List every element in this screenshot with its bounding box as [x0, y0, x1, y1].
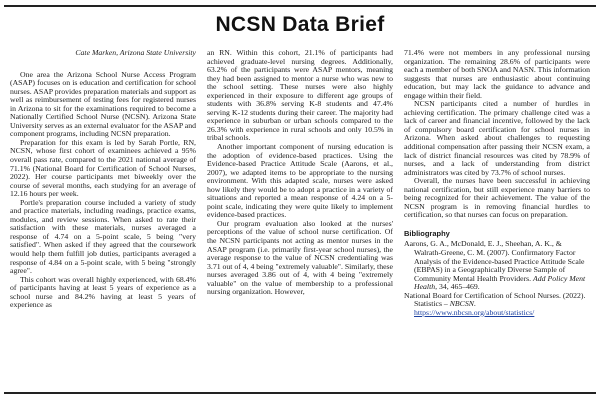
- reference-item: [404, 240, 590, 291]
- paragraph: Overall, the nurses have been successful in achieving national certification, but still experience many barriers to being recognized for their achievement. The value of the NCSN program is in removing financial hurdles to certification, so that nurses can focus on preparation.: [404, 176, 590, 220]
- paragraph: NCSN participants cited a number of hurdles in achieving certification. The primary challenge cited was a lack of career and financial incentive, followed by the lack of compulsory board certification for school nurses in Arizona. When asked about challenges to requesting additional compensation after passing their NCSN exam, a lack of district financial resources was cited by 78.9% of nurses, and a lack of understanding from district administrators was cited by 73.7% of school nurses.: [404, 99, 590, 177]
- author-byline: Cate Marken, Arizona State University: [75, 48, 196, 57]
- paragraph: Portle's preparation course included a variety of study and practice materials, including readings, practice exams, modules, and review sessions. When asked to rate their satisfaction with these materials, nurses averaged a response of 4.74 on a 5-point scale, 5 being "very satisfied". When asked if they agreed that the coursework would help them fulfill job duties, participants averaged a response of 4.84 on a 5-point scale, with 5 being "strongly agree".: [10, 197, 196, 276]
- reference-journal: Add Policy Ment Health: [414, 273, 586, 292]
- paragraph: One area the Arizona School Nurse Access Program (ASAP) focuses on is education and certification for school nurses. ASAP provides preparation materials and support as well as reimbursement of testing fees for registered nurses in Arizona to sit for the examinations required to become a Nationally Certified School Nurse (NCSN). Arizona State University serves as an external evaluator for the ASAP and component programs, including NCSN preparation.: [10, 69, 196, 139]
- reference-item: National Board for Certification of School Nurses. (2022). Statistics – NBCSN. https://www.nbcsn.org/about/statistics/: [404, 290, 586, 317]
- column-3: [404, 49, 590, 317]
- paragraph: Another important component of nursing education is the adoption of evidence-based practices. Using the Evidence-based Practice Attitude Scale (Aarons, et al., 2007), we adapted items to be appropriate to the nursing environment. With this adapted scale, nurses were asked how likely they would be to adopt a practice in a variety of situations and reported a mean response of 4.24 on a 5-point scale, indicating they were quite likely to implement evidence-based practices.: [207, 142, 393, 220]
- paragraph: 71.4% were not members in any professional nursing organization. The remaining 28.6% of participants were each a member of both SNOA and NASN. This information suggests that nurses are enthusiastic about continuing education, but may lack the guidance to advance and engage within their field.: [404, 48, 590, 100]
- reference-italic: NBCSN: [449, 299, 474, 309]
- reference-link[interactable]: https://www.nbcsn.org/about/statistics/: [414, 307, 535, 317]
- paragraph: This cohort was overall highly experienced, with 68.4% of participants having at least 5 years of experience as a school nurse and 84.2% having at least 5 years of experience as: [10, 274, 196, 310]
- reference-tail: , 34, 465–469.: [435, 282, 480, 292]
- bottom-rule: [4, 392, 596, 394]
- top-rule: [4, 5, 596, 7]
- bibliography-title: Bibliography: [404, 228, 450, 238]
- column-1: [10, 49, 196, 310]
- paragraph: Preparation for this exam is led by Sarah Portle, RN, NCSN, whose first cohort of examinees achieved a 95% overall pass rate, compared to the 2021 national average of 71.1% (National Board for Certification of School Nurses, 2022). Her course participants met biweekly over the course of several months, each studying for an average of 12.16 hours per week.: [10, 137, 196, 199]
- page-title: NCSN Data Brief: [215, 13, 385, 36]
- reference-text: National Board for Certification of School Nurses. (2022). Statistics –: [404, 290, 586, 309]
- paragraph: Our program evaluation also looked at the nurses' perceptions of the value of school nurse certification. Of the NCSN participants not acting as mentor nurses in the ASAP program (i.e. primarily first-year school nurses), the average response to the value of NCSN credentialing was 3.71 out of 4, 4 being "extremely valuable". Similarly, these nurses averaged 3.86 out of 4, with 4 being "extremely valuable" on the value of membership to a professional nursing organization. However,: [207, 218, 393, 297]
- reference-text: Aarons, G. A., McDonald, E. J., Sheehan, A. K., & Walrath-Greene, C. M. (2007). Confirmatory Factor Analysis of the Evidence-based Practice Attitude Scale (EBPAS) in a Geographically Diverse Sample of Community Mental Health Providers.: [404, 239, 585, 283]
- column-2: [207, 49, 393, 297]
- paragraph: an RN. Within this cohort, 21.1% of participants had achieved graduate-level nursing degrees. Additionally, 63.2% of the participants were ASAP mentors, meaning they had been assigned to mentor a nurse who was new to the school setting. These nurses were also highly experienced in their exposure to different age groups of students with 36.8% serving K-8 students and 47.4% serving K-12 students during their career. The majority had experience in suburban or urban schools compared to the 26.3% with experience in rural schools and only 10.5% in tribal schools.: [207, 48, 393, 143]
